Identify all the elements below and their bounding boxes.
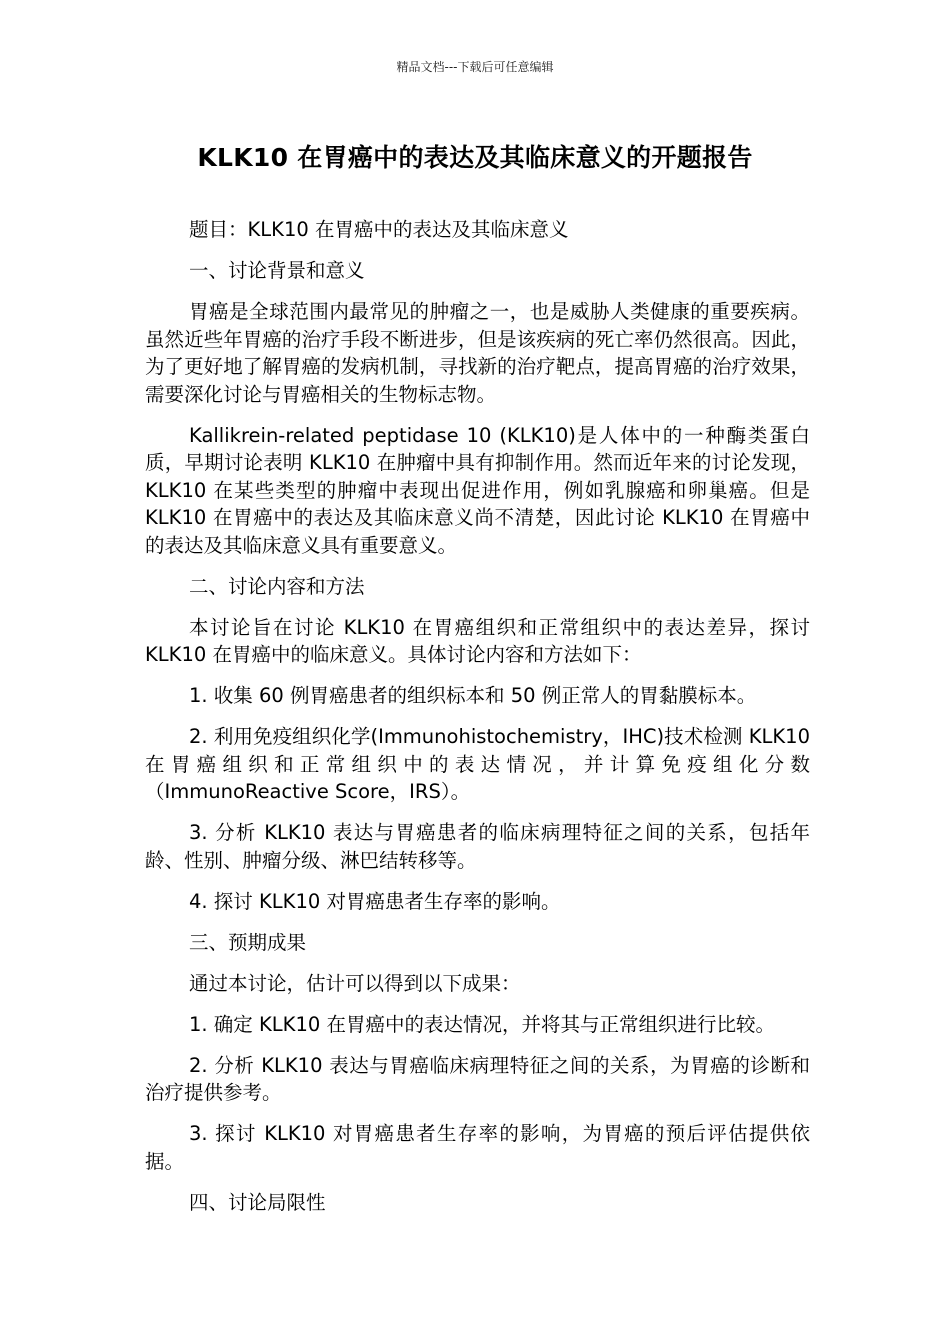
outcome-item-2: 2. 分析 KLK10 表达与胃癌临床病理特征之间的关系，为胃癌的诊断和治疗提供参考。 <box>145 1053 810 1104</box>
document-body <box>145 216 810 1230</box>
method-item-4: 4. 探讨 KLK10 对胃癌患者生存率的影响。 <box>189 889 561 913</box>
outcome-item-3: 3. 探讨 KLK10 对胃癌患者生存率的影响，为胃癌的预后评估提供依据。 <box>145 1122 810 1173</box>
paragraph-outcomes-intro: 通过本讨论，估计可以得到以下成果： <box>189 971 521 995</box>
subject-line: 题目：KLK10 在胃癌中的表达及其临床意义 <box>189 218 569 241</box>
header-note: 精品文档---下载后可任意编辑 <box>396 60 554 74</box>
method-item-1: 1. 收集 60 例胃癌患者的组织标本和 50 例正常人的胃黏膜标本。 <box>189 684 757 707</box>
paragraph-klk10-intro: Kallikrein-related peptidase 10 (KLK10)是人体中的一种酶类蛋白质，早期讨论表明 KLK10 在肿瘤中具有抑制作用。然而近年来的讨论发现，KLK10 在某些类型的肿瘤中表现出促进作用，例如乳腺癌和卵巢癌。但是 KLK10 在胃癌中的表达及其临床意义尚不清楚，因此讨论 KLK10 在胃癌中的表达及其临床意义具有重要意义。 <box>145 423 810 557</box>
section-heading-methods: 二、讨论内容和方法 <box>189 574 365 598</box>
section-heading-limitations: 四、讨论局限性 <box>189 1190 326 1214</box>
method-item-3: 3. 分析 KLK10 表达与胃癌患者的临床病理特征之间的关系，包括年龄、性别、肿瘤分级、淋巴结转移等。 <box>145 821 810 872</box>
paragraph-background: 胃癌是全球范围内最常见的肿瘤之一，也是威胁人类健康的重要疾病。虽然近些年胃癌的治疗手段不断进步，但是该疾病的死亡率仍然很高。因此，为了更好地了解胃癌的发病机制，寻找新的治疗靶点，提高胃癌的治疗效果，需要深化讨论与胃癌相关的生物标志物。 <box>145 300 810 406</box>
section-heading-background: 一、讨论背景和意义 <box>189 259 365 282</box>
paragraph-methods-intro: 本讨论旨在讨论 KLK10 在胃癌组织和正常组织中的表达差异，探讨 KLK10 在胃癌中的临床意义。具体讨论内容和方法如下： <box>145 615 810 666</box>
document-title: KLK10 在胃癌中的表达及其临床意义的开题报告 <box>197 143 753 172</box>
outcome-item-1: 1. 确定 KLK10 在胃癌中的表达情况，并将其与正常组织进行比较。 <box>189 1012 775 1036</box>
method-item-2: 2. 利用免疫组织化学(Immunohistochemistry，IHC)技术检测 KLK10 在胃癌组织和正常组织中的表达情况，并计算免疫组化分数（ImmunoReactive Score，IRS）。 <box>145 725 810 803</box>
section-heading-outcomes: 三、预期成果 <box>189 930 307 954</box>
